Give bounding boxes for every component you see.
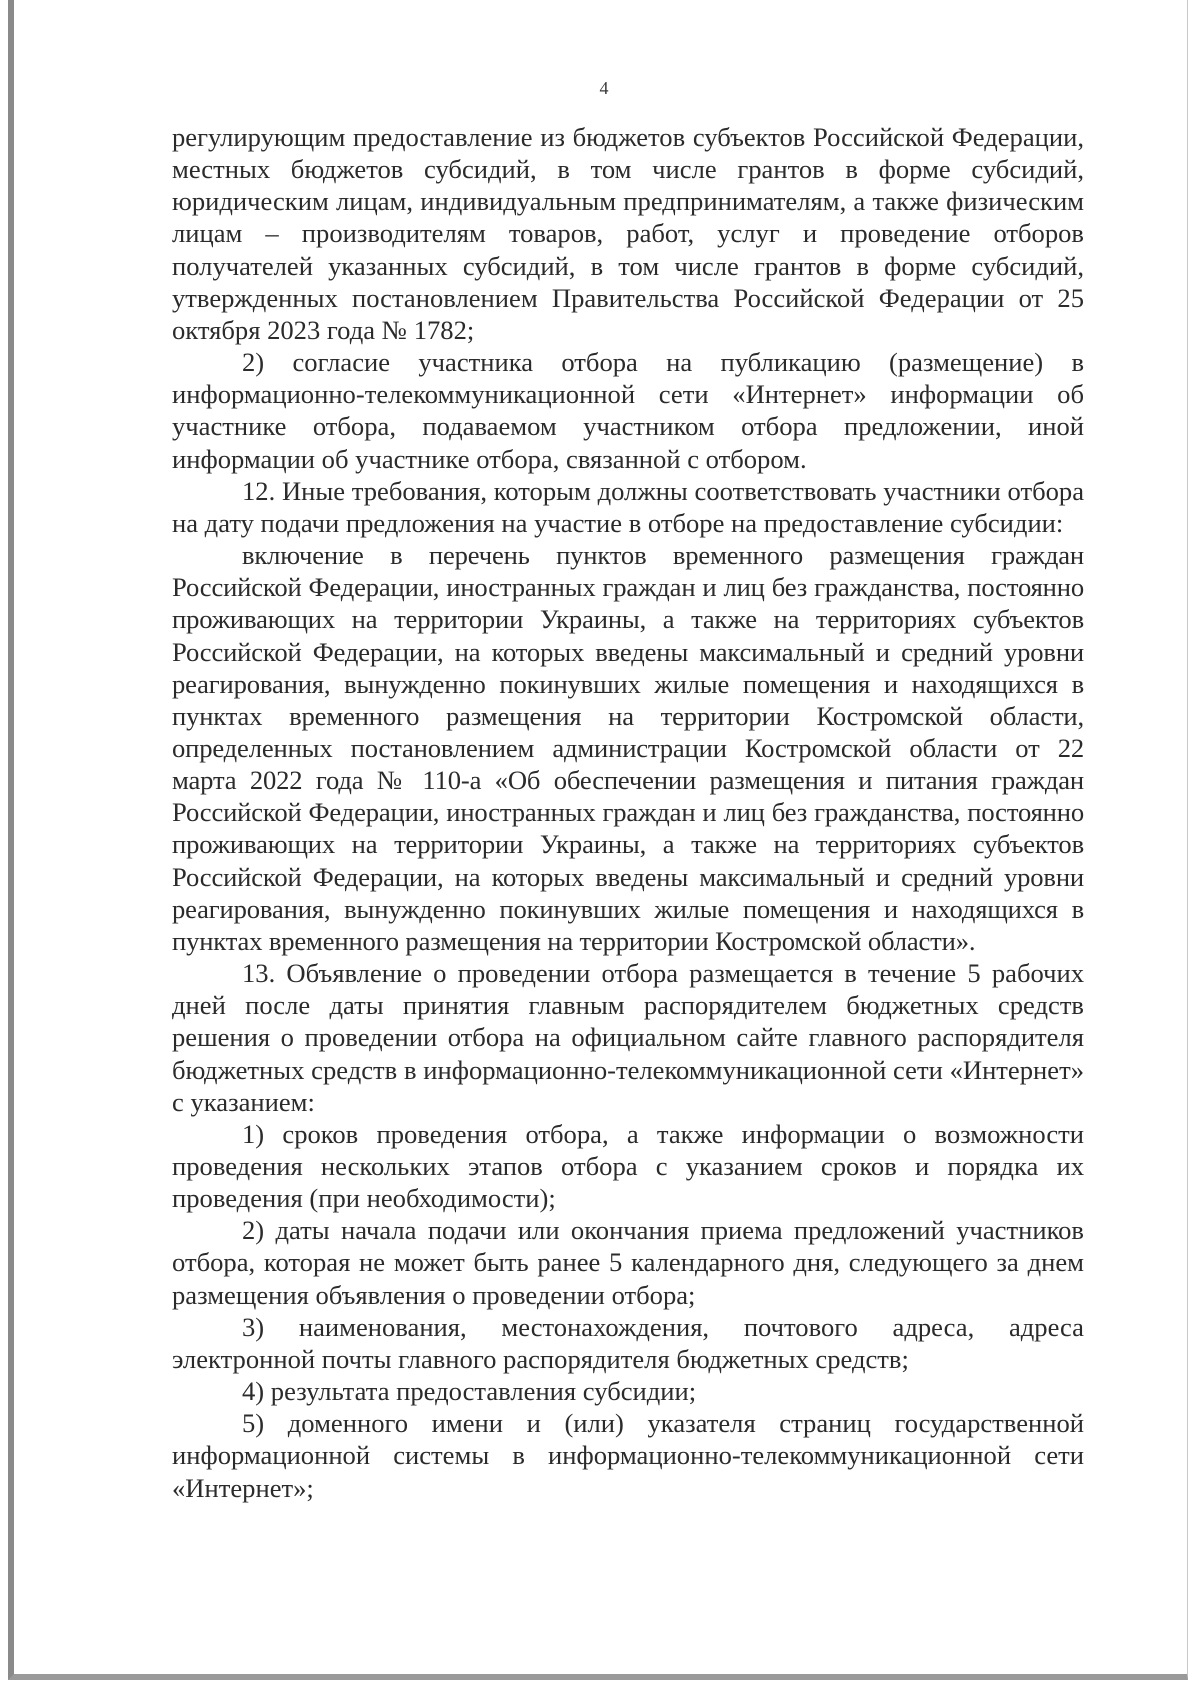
paragraph-subitem-4: 4) результата предоставления субсидии; — [242, 1376, 697, 1407]
paragraph-subitem-1: 1) сроков проведения отбора, а также информации о возможности проведения нескольких этапов отбора с указанием сроков и порядка их проведения (при необходимости); — [172, 1118, 1084, 1214]
document-body — [172, 121, 1084, 1504]
paragraph-item-12: 12. Иные требования, которым должны соответствовать участники отбора на дату подачи предложения на участие в отборе на предоставление субсидии: — [172, 475, 1084, 538]
paragraph-subitem-5: 5) доменного имени и (или) указателя страниц государственной информационной системы в информационно-телекоммуникационной сети «Интернет»; — [172, 1408, 1084, 1503]
paragraph-subitem-3: 3) наименования, местонахождения, почтового адреса, адреса электронной почты главного распорядителя бюджетных средств; — [172, 1311, 1084, 1374]
page-number: 4 — [599, 78, 609, 98]
paragraph-inclusion: включение в перечень пунктов временного размещения граждан Российской Федерации, иностранных граждан и лиц без гражданства, постоянно проживающих на территории Украины, а также на территориях субъектов Российской Федерации, на которых введены максимальный и средний уровни реагирования, вынужденно покинувших жилые помещения и находящихся в пунктах временного размещения на территории Костромской области, определенных постановлением администрации Костромской области от 22 марта 2022 года № 110-а «Об обеспечении размещения и питания граждан Российской Федерации, иностранных граждан и лиц без гражданства, постоянно проживающих на территории Украины, а также на территориях субъектов Российской Федерации, на которых введены максимальный и средний уровни реагирования, вынужденно покинувших жилые помещения и находящихся в пунктах временного размещения на территории Костромской области». — [172, 540, 1084, 956]
paragraph-subitem-2: 2) даты начала подачи или окончания приема предложений участников отбора, которая не может быть ранее 5 календарного дня, следующего за днем размещения объявления о проведении отбора; — [172, 1215, 1084, 1310]
paragraph-continuation: регулирующим предоставление из бюджетов субъектов Российской Федерации, местных бюджетов субсидий, в том числе грантов в форме субсидий, юридическим лицам, индивидуальным предпринимателям, а также физическим лицам – производителям товаров, работ, услуг и проведение отборов получателей указанных субсидий, в том числе грантов в форме субсидий, утвержденных постановлением Правительства Российской Федерации от 25 октября 2023 года № 1782; — [172, 122, 1084, 345]
document-page — [8, 0, 1188, 1680]
paragraph-item-13: 13. Объявление о проведении отбора размещается в течение 5 рабочих дней после даты принятия главным распорядителем бюджетных средств решения о проведении отбора на официальном сайте главного распорядителя бюджетных средств в информационно-телекоммуникационной сети «Интернет» с указанием: — [172, 958, 1084, 1117]
paragraph-consent: 2) согласие участника отбора на публикацию (размещение) в информационно-телекоммуникационной сети «Интернет» информации об участнике отбора, подаваемом участником отбора предложении, иной информации об участнике отбора, связанной с отбором. — [172, 347, 1084, 474]
